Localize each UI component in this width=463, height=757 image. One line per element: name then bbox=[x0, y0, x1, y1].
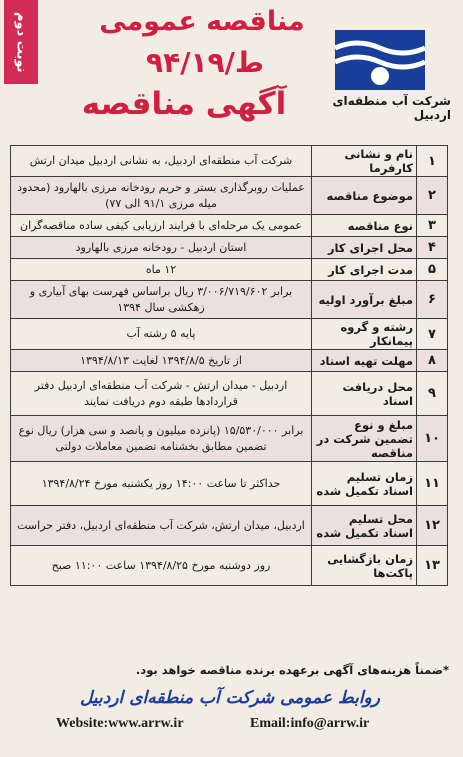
table-row bbox=[11, 259, 448, 281]
organization-name: شرکت آب منطقه‌ای اردبیل bbox=[332, 94, 451, 122]
row-label: نوع مناقصه bbox=[312, 215, 417, 237]
table-row bbox=[11, 546, 448, 586]
email-link[interactable]: Email:info@arrw.ir bbox=[250, 716, 370, 731]
row-number: ۵ bbox=[417, 259, 448, 281]
row-value: شرکت آب منطقه‌ای اردبیل، به نشانی اردبیل میدان ارتش bbox=[11, 146, 312, 177]
table-row bbox=[11, 506, 448, 546]
row-number: ۴ bbox=[417, 237, 448, 259]
row-label: محل تسلیم اسناد تکمیل شده bbox=[312, 506, 417, 546]
tender-details-table bbox=[10, 145, 448, 586]
row-label: رشته و گروه پیمانکار bbox=[312, 319, 417, 350]
row-value: استان اردبیل - رودخانه مرزی بالهارود bbox=[11, 237, 312, 259]
table-row bbox=[11, 462, 448, 506]
tender-title: مناقصه عمومی bbox=[99, 6, 305, 37]
row-label: موضوع مناقصه bbox=[312, 177, 417, 215]
row-label: زمان بازگشایی پاکت‌ها bbox=[312, 546, 417, 586]
table-row bbox=[11, 146, 448, 177]
row-number: ۱۰ bbox=[417, 416, 448, 462]
tender-subtitle: آگهی مناقصه bbox=[81, 86, 287, 122]
row-number: ۳ bbox=[417, 215, 448, 237]
table-row bbox=[11, 237, 448, 259]
row-number: ۶ bbox=[417, 281, 448, 319]
water-wave-logo-icon bbox=[335, 30, 425, 90]
row-number: ۲ bbox=[417, 177, 448, 215]
table-row bbox=[11, 215, 448, 237]
table-row bbox=[11, 416, 448, 462]
tender-number: ۹۴/ط/۱۹ bbox=[146, 46, 264, 79]
row-value: برابر ۱۵/۵۳۰/۰۰۰ (پانزده میلیون و پانصد و سی هزار) ریال نوع تضمین مطابق بخشنامه تضمین معاملات دولتی bbox=[11, 416, 312, 462]
row-label: محل اجرای کار bbox=[312, 237, 417, 259]
row-value: ۱۲ ماه bbox=[11, 259, 312, 281]
row-label: مبلغ و نوع تضمین شرکت در مناقصه bbox=[312, 416, 417, 462]
row-label: محل دریافت اسناد bbox=[312, 372, 417, 416]
cost-note: *ضمناً هزینه‌های آگهی برعهده برنده مناقصه خواهد بود. bbox=[135, 663, 449, 677]
table-row bbox=[11, 281, 448, 319]
public-relations-signature: روابط عمومی شرکت آب منطقه‌ای اردبیل bbox=[80, 688, 380, 708]
row-number: ۱ bbox=[417, 146, 448, 177]
row-number: ۹ bbox=[417, 372, 448, 416]
row-label: زمان تسلیم اسناد تکمیل شده bbox=[312, 462, 417, 506]
row-value: حداکثر تا ساعت ۱۴:۰۰ روز یکشنبه مورخ ۱۳۹۴/۸/۲۴ bbox=[11, 462, 312, 506]
row-number: ۷ bbox=[417, 319, 448, 350]
row-value: اردبیل - میدان ارتش - شرکت آب منطقه‌ای اردبیل دفتر قراردادها طبقه دوم دریافت نمایند bbox=[11, 372, 312, 416]
row-value: برابر ۳/۰۰۶/۷۱۹/۶۰۲ ریال براساس فهرست بهای آبیاری و زهکشی سال ۱۳۹۴ bbox=[11, 281, 312, 319]
row-number: ۱۱ bbox=[417, 462, 448, 506]
row-number: ۱۳ bbox=[417, 546, 448, 586]
row-value: از تاریخ ۱۳۹۴/۸/۵ لغایت ۱۳۹۴/۸/۱۳ bbox=[11, 350, 312, 372]
row-label: مدت اجرای کار bbox=[312, 259, 417, 281]
row-value: عملیات روبرگذاری بستر و حریم رودخانه مرزی بالهارود (محدود میله مرزی ۹۱/۱ الی ۷۷) bbox=[11, 177, 312, 215]
website-link[interactable]: Website:www.arrw.ir bbox=[56, 716, 184, 731]
row-label: مبلغ برآورد اولیه bbox=[312, 281, 417, 319]
table-row bbox=[11, 177, 448, 215]
row-number: ۸ bbox=[417, 350, 448, 372]
row-value: پایه ۵ رشته آب bbox=[11, 319, 312, 350]
row-label: نام و نشانی کارفرما bbox=[312, 146, 417, 177]
row-number: ۱۲ bbox=[417, 506, 448, 546]
table-row bbox=[11, 319, 448, 350]
row-value: اردبیل، میدان ارتش، شرکت آب منطقه‌ای اردبیل، دفتر حراست bbox=[11, 506, 312, 546]
row-value: روز دوشنبه مورخ ۱۳۹۴/۸/۲۵ ساعت ۱۱:۰۰ صبح bbox=[11, 546, 312, 586]
table-row bbox=[11, 350, 448, 372]
table-row bbox=[11, 372, 448, 416]
row-value: عمومی یک مرحله‌ای با فرایند ارزیابی کیفی ساده مناقصه‌گران bbox=[11, 215, 312, 237]
second-publication-ribbon: نوبت دوم bbox=[4, 0, 38, 84]
row-label: مهلت تهیه اسناد bbox=[312, 350, 417, 372]
